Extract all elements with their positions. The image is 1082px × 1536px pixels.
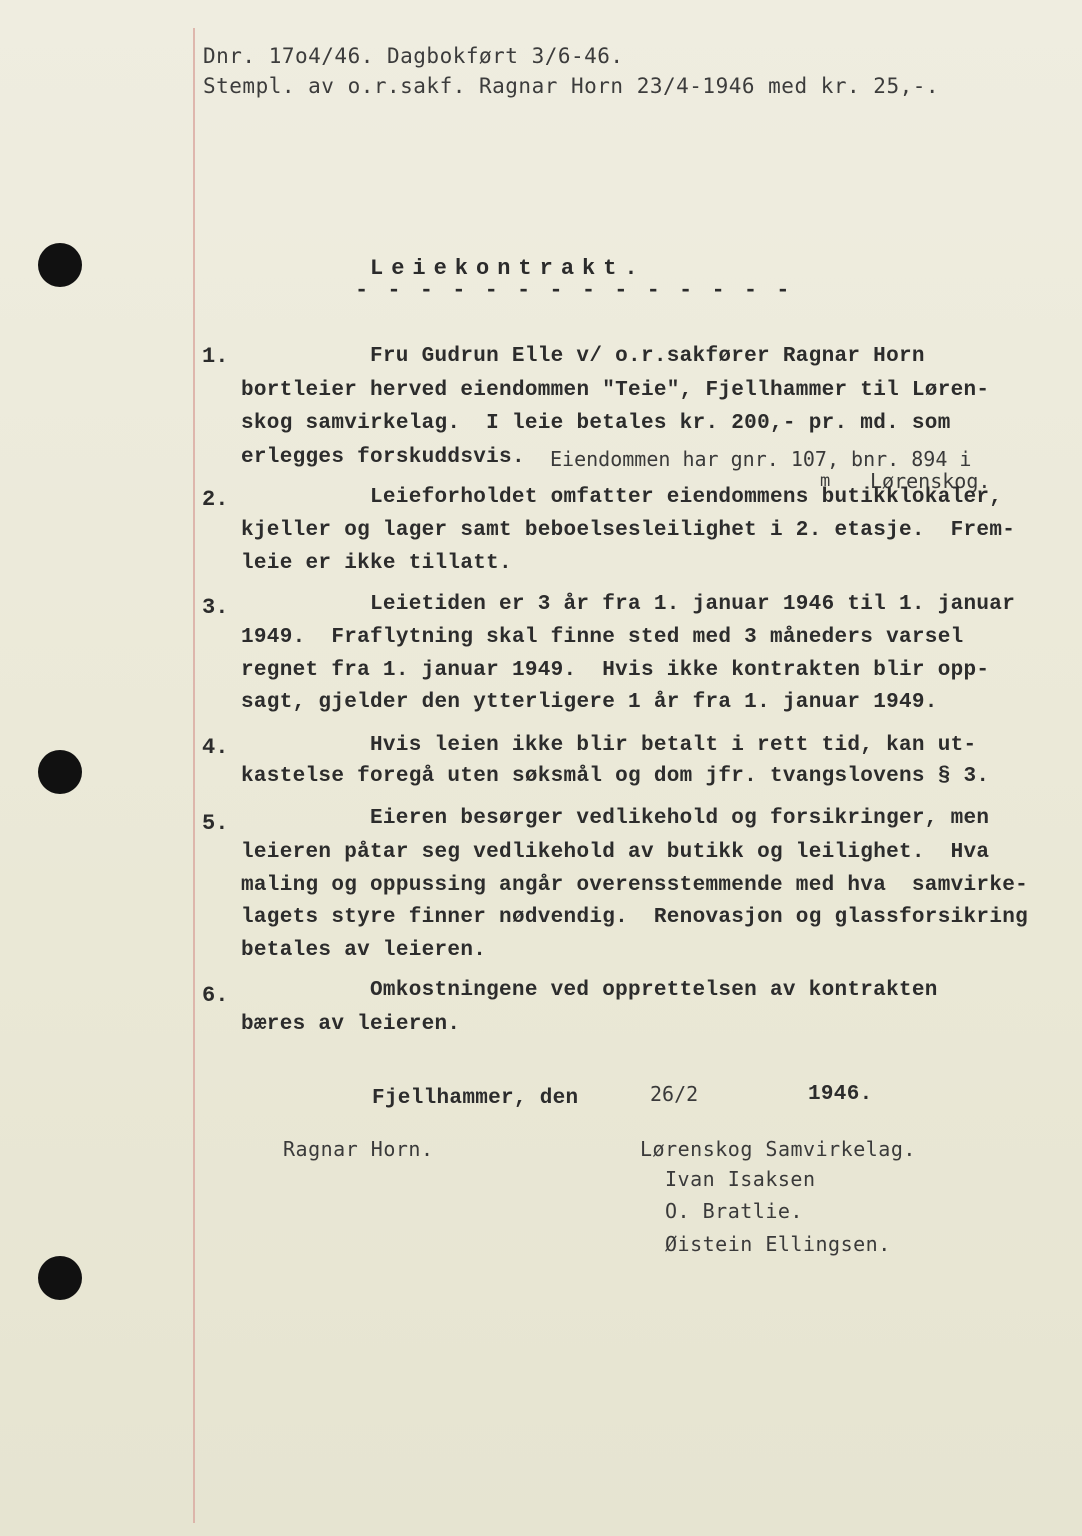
title-underline: - - - - - - - - - - - - - -: [355, 278, 793, 303]
section-line: leie er ikke tillatt.: [241, 552, 512, 575]
section-line: sagt, gjelder den ytterligere 1 år fra 1. januar 1949.: [241, 691, 938, 714]
section-line: lagets styre finner nødvendig. Renovasjon og glassforsikring: [241, 906, 1029, 929]
handwritten-insertion: Eiendommen har gnr. 107, bnr. 894 i: [550, 447, 972, 471]
document-title: Leiekontrakt.: [370, 256, 646, 281]
section-line: 1949. Fraflytning skal finne sted med 3 måneders varsel: [241, 626, 964, 649]
signature-name: Øistein Ellingsen.: [665, 1232, 891, 1256]
signature-left: Ragnar Horn.: [283, 1137, 434, 1161]
signature-org: Lørenskog Samvirkelag.: [640, 1137, 916, 1161]
insertion-mark: m: [820, 471, 831, 491]
section-line: Leietiden er 3 år fra 1. januar 1946 til 1. januar: [370, 593, 1016, 616]
punch-hole: [38, 243, 82, 287]
insertion-tail: Lørenskog.: [870, 469, 991, 493]
section-number: 6.: [202, 983, 229, 1008]
section-line: Fru Gudrun Elle v/ o.r.sakfører Ragnar Horn: [370, 345, 925, 368]
header-stamp: Stempl. av o.r.sakf. Ragnar Horn 23/4-1946 med kr. 25,-.: [203, 74, 940, 98]
section-line: Eieren besørger vedlikehold og forsikringer, men: [370, 807, 990, 830]
signature-name: Ivan Isaksen: [665, 1167, 816, 1191]
section-line: leieren påtar seg vedlikehold av butikk og leilighet. Hva: [241, 841, 990, 864]
section-number: 5.: [202, 811, 229, 836]
section-line: erlegges forskuddsvis.: [241, 446, 525, 469]
place-text: Fjellhammer, den: [372, 1087, 579, 1110]
section-line: maling og oppussing angår overensstemmende med hva samvirke-: [241, 874, 1029, 897]
section-number: 1.: [202, 344, 229, 369]
section-line: Omkostningene ved opprettelsen av kontrakten: [370, 979, 938, 1002]
section-line: regnet fra 1. januar 1949. Hvis ikke kontrakten blir opp-: [241, 659, 990, 682]
section-number: 4.: [202, 735, 229, 760]
date-text: 26/2: [650, 1082, 699, 1106]
section-line: kastelse foregå uten søksmål og dom jfr. tvangslovens § 3.: [241, 765, 990, 788]
section-number: 3.: [202, 595, 229, 620]
margin-line: [193, 28, 195, 1523]
section-number: 2.: [202, 487, 229, 512]
signature-name: O. Bratlie.: [665, 1199, 803, 1223]
section-line: kjeller og lager samt beboelsesleilighet i 2. etasje. Frem-: [241, 519, 1016, 542]
section-line: skog samvirkelag. I leie betales kr. 200,- pr. md. som: [241, 412, 951, 435]
section-line: Hvis leien ikke blir betalt i rett tid, kan ut-: [370, 734, 977, 757]
section-line: Leieforholdet omfatter eiendommens butikklokaler,: [370, 486, 1003, 509]
punch-hole: [38, 750, 82, 794]
year-text: 1946.: [808, 1083, 873, 1106]
header-registration: Dnr. 17o4/46. Dagbokført 3/6-46.: [203, 44, 624, 68]
section-line: bortleier herved eiendommen "Teie", Fjellhammer til Løren-: [241, 379, 990, 402]
section-line: bæres av leieren.: [241, 1013, 461, 1036]
section-line: betales av leieren.: [241, 939, 487, 962]
punch-hole: [38, 1256, 82, 1300]
